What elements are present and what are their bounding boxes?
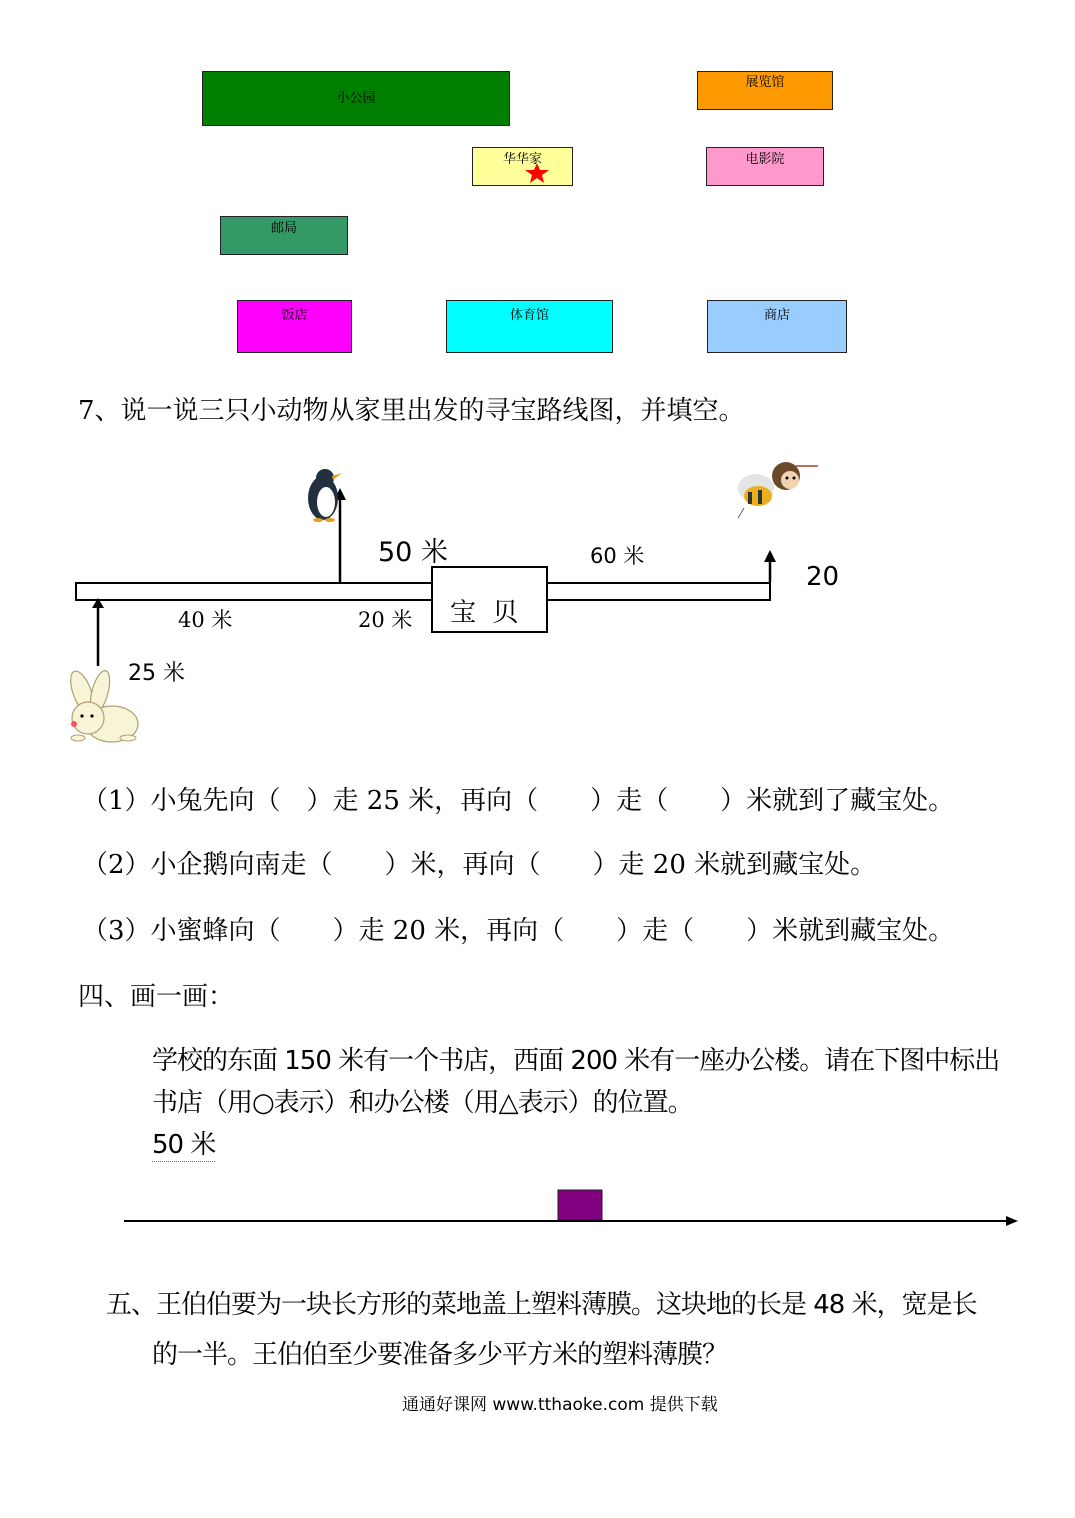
q7-line2: （2）小企鹅向南走（ ）米，再向（ ）走 20 米就到藏宝处。: [82, 850, 877, 880]
restaurant-label: 饭店: [281, 308, 308, 323]
label-50m: 50 米: [378, 537, 448, 568]
route-diagram: [0, 440, 1075, 740]
park-label: 小公园: [336, 91, 376, 106]
label-40m: 40 米: [178, 608, 233, 632]
gym-label: 体育馆: [509, 308, 549, 323]
cinema-label: 电影院: [745, 152, 785, 167]
park-box: [202, 71, 510, 126]
footer: 通通好课网 www.tthaoke.com 提供下载: [402, 1395, 718, 1415]
home-label: 华华家: [502, 152, 542, 167]
shop-label: 商店: [763, 308, 790, 323]
label-20-right: 20: [806, 562, 840, 592]
home-box: [472, 147, 573, 186]
s4-para1: 学校的东面 150 米有一个书店，西面 200 米有一座办公楼。请在下图中标出: [152, 1046, 1000, 1076]
q7-title: 7、说一说三只小动物从家里出发的寻宝路线图，并填空。: [78, 396, 745, 426]
q7-line1: （1）小兔先向（ ）走 25 米，再向（ ）走（ ）米就到了藏宝处。: [82, 786, 955, 816]
exhibition-label: 展览馆: [745, 75, 785, 90]
s5-line2: 的一半。王伯伯至少要准备多少平方米的塑料薄膜？: [152, 1340, 728, 1370]
school-marker: [558, 1190, 602, 1220]
s5-line1: 五、王伯伯要为一块长方形的菜地盖上塑料薄膜。这块地的长是 48 米，宽是长: [106, 1290, 977, 1320]
label-20m: 20 米: [358, 608, 413, 632]
gym-box: [446, 300, 613, 353]
penguin-icon: [308, 469, 342, 522]
s4-scale: 50 米: [152, 1124, 215, 1162]
exhibition-box: [697, 71, 833, 110]
shop-box: [707, 300, 847, 353]
s4-para2: 书店（用○表示）和办公楼（用△表示）的位置。: [152, 1088, 693, 1118]
bee-icon: [738, 462, 818, 518]
post-label: 邮局: [270, 221, 297, 236]
q7-line3: （3）小蜜蜂向（ ）走 20 米，再向（ ）走（ ）米就到藏宝处。: [82, 916, 955, 946]
treasure-label: 宝 贝: [450, 598, 523, 628]
label-25m-clipped: 25 米: [128, 661, 185, 686]
post-box: [220, 216, 348, 255]
cinema-box: [706, 147, 824, 186]
number-line: [0, 1180, 1075, 1240]
restaurant-box: [237, 300, 352, 353]
star-icon: [523, 162, 551, 184]
s4-title: 四、画一画：: [78, 982, 235, 1012]
label-60m: 60 米: [590, 544, 645, 568]
